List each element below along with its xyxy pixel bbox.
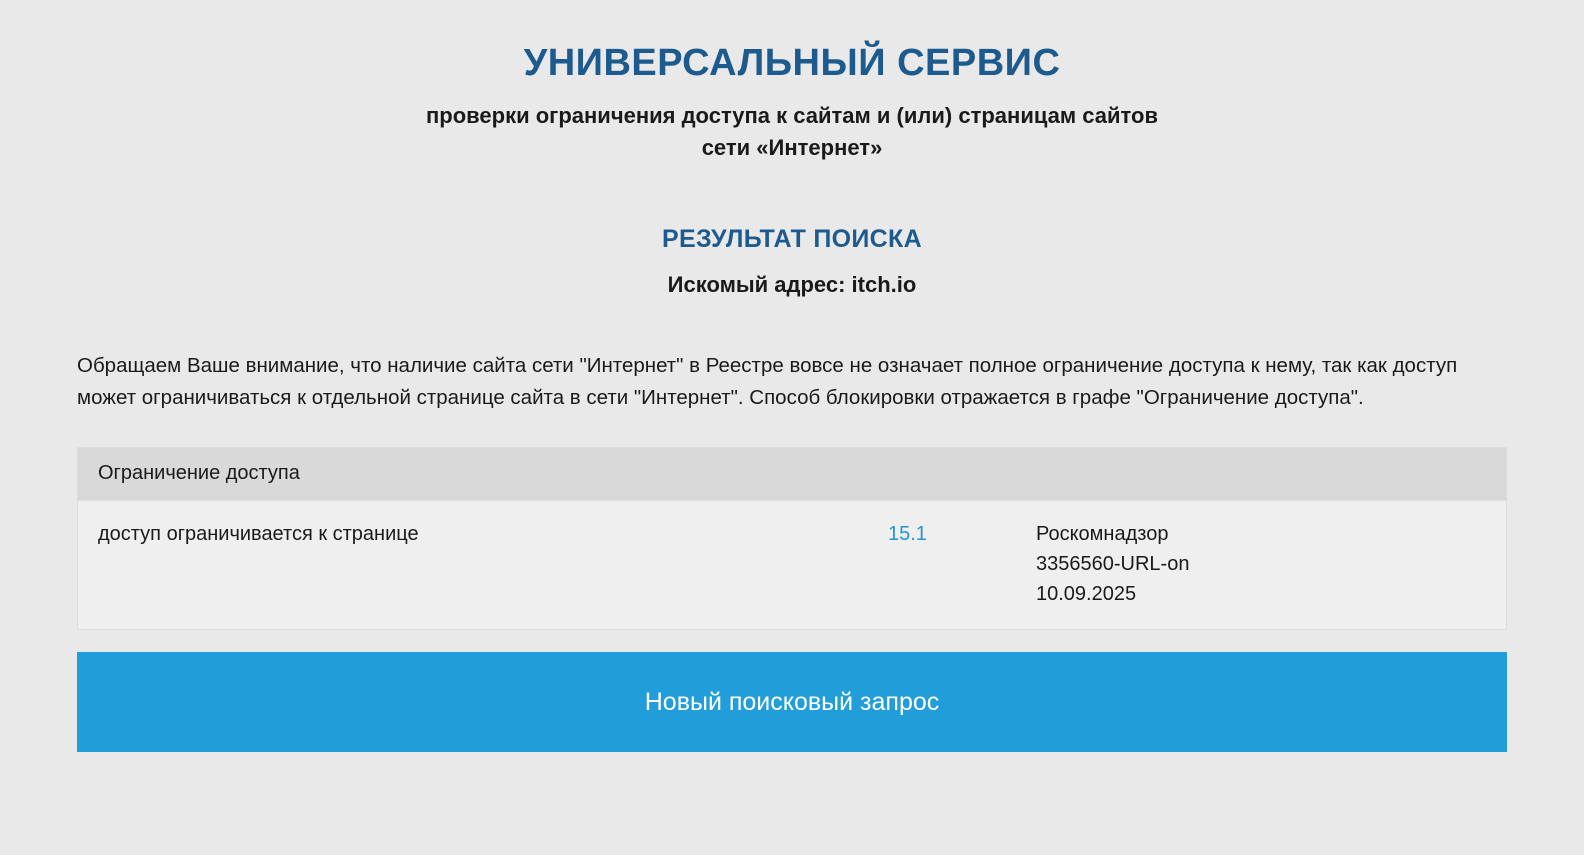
- results-table: [77, 447, 1507, 630]
- authority-name: Роскомнадзор: [1036, 523, 1169, 546]
- page-subtitle: [0, 100, 1584, 164]
- decision-number: 3356560-URL-on: [1036, 553, 1190, 576]
- page-subtitle-line-2: сети «Интернет»: [701, 134, 883, 160]
- searched-address: Искомый адрес: itch.io: [667, 272, 917, 298]
- cell-restriction: доступ ограничивается к странице: [98, 523, 419, 546]
- decision-date: 10.09.2025: [1036, 583, 1137, 606]
- result-heading: РЕЗУЛЬТАТ ПОИСКА: [662, 225, 922, 254]
- notice-text: Обращаем Ваше внимание, что наличие сайта сети "Интернет" в Реестре вовсе не означает полное ограничение доступа к нему, так как доступ может ограничиваться к отдельной странице сайта в сети "Интернет". Способ блокировки отражается в графе "Ограничение доступа".: [77, 354, 1458, 410]
- table-row: [78, 500, 1506, 629]
- page-header: [0, 0, 1584, 163]
- page-title: УНИВЕРСАЛЬНЫЙ СЕРВИС: [523, 42, 1061, 84]
- table-column-header-restriction: Ограничение доступа: [78, 448, 1506, 500]
- new-search-button[interactable]: Новый поисковый запрос: [77, 652, 1507, 752]
- cell-law-code[interactable]: 15.1: [888, 523, 927, 546]
- cell-authority: [1036, 519, 1486, 609]
- page-subtitle-line-1: проверки ограничения доступа к сайтам и (или) страницам сайтов: [426, 102, 1158, 128]
